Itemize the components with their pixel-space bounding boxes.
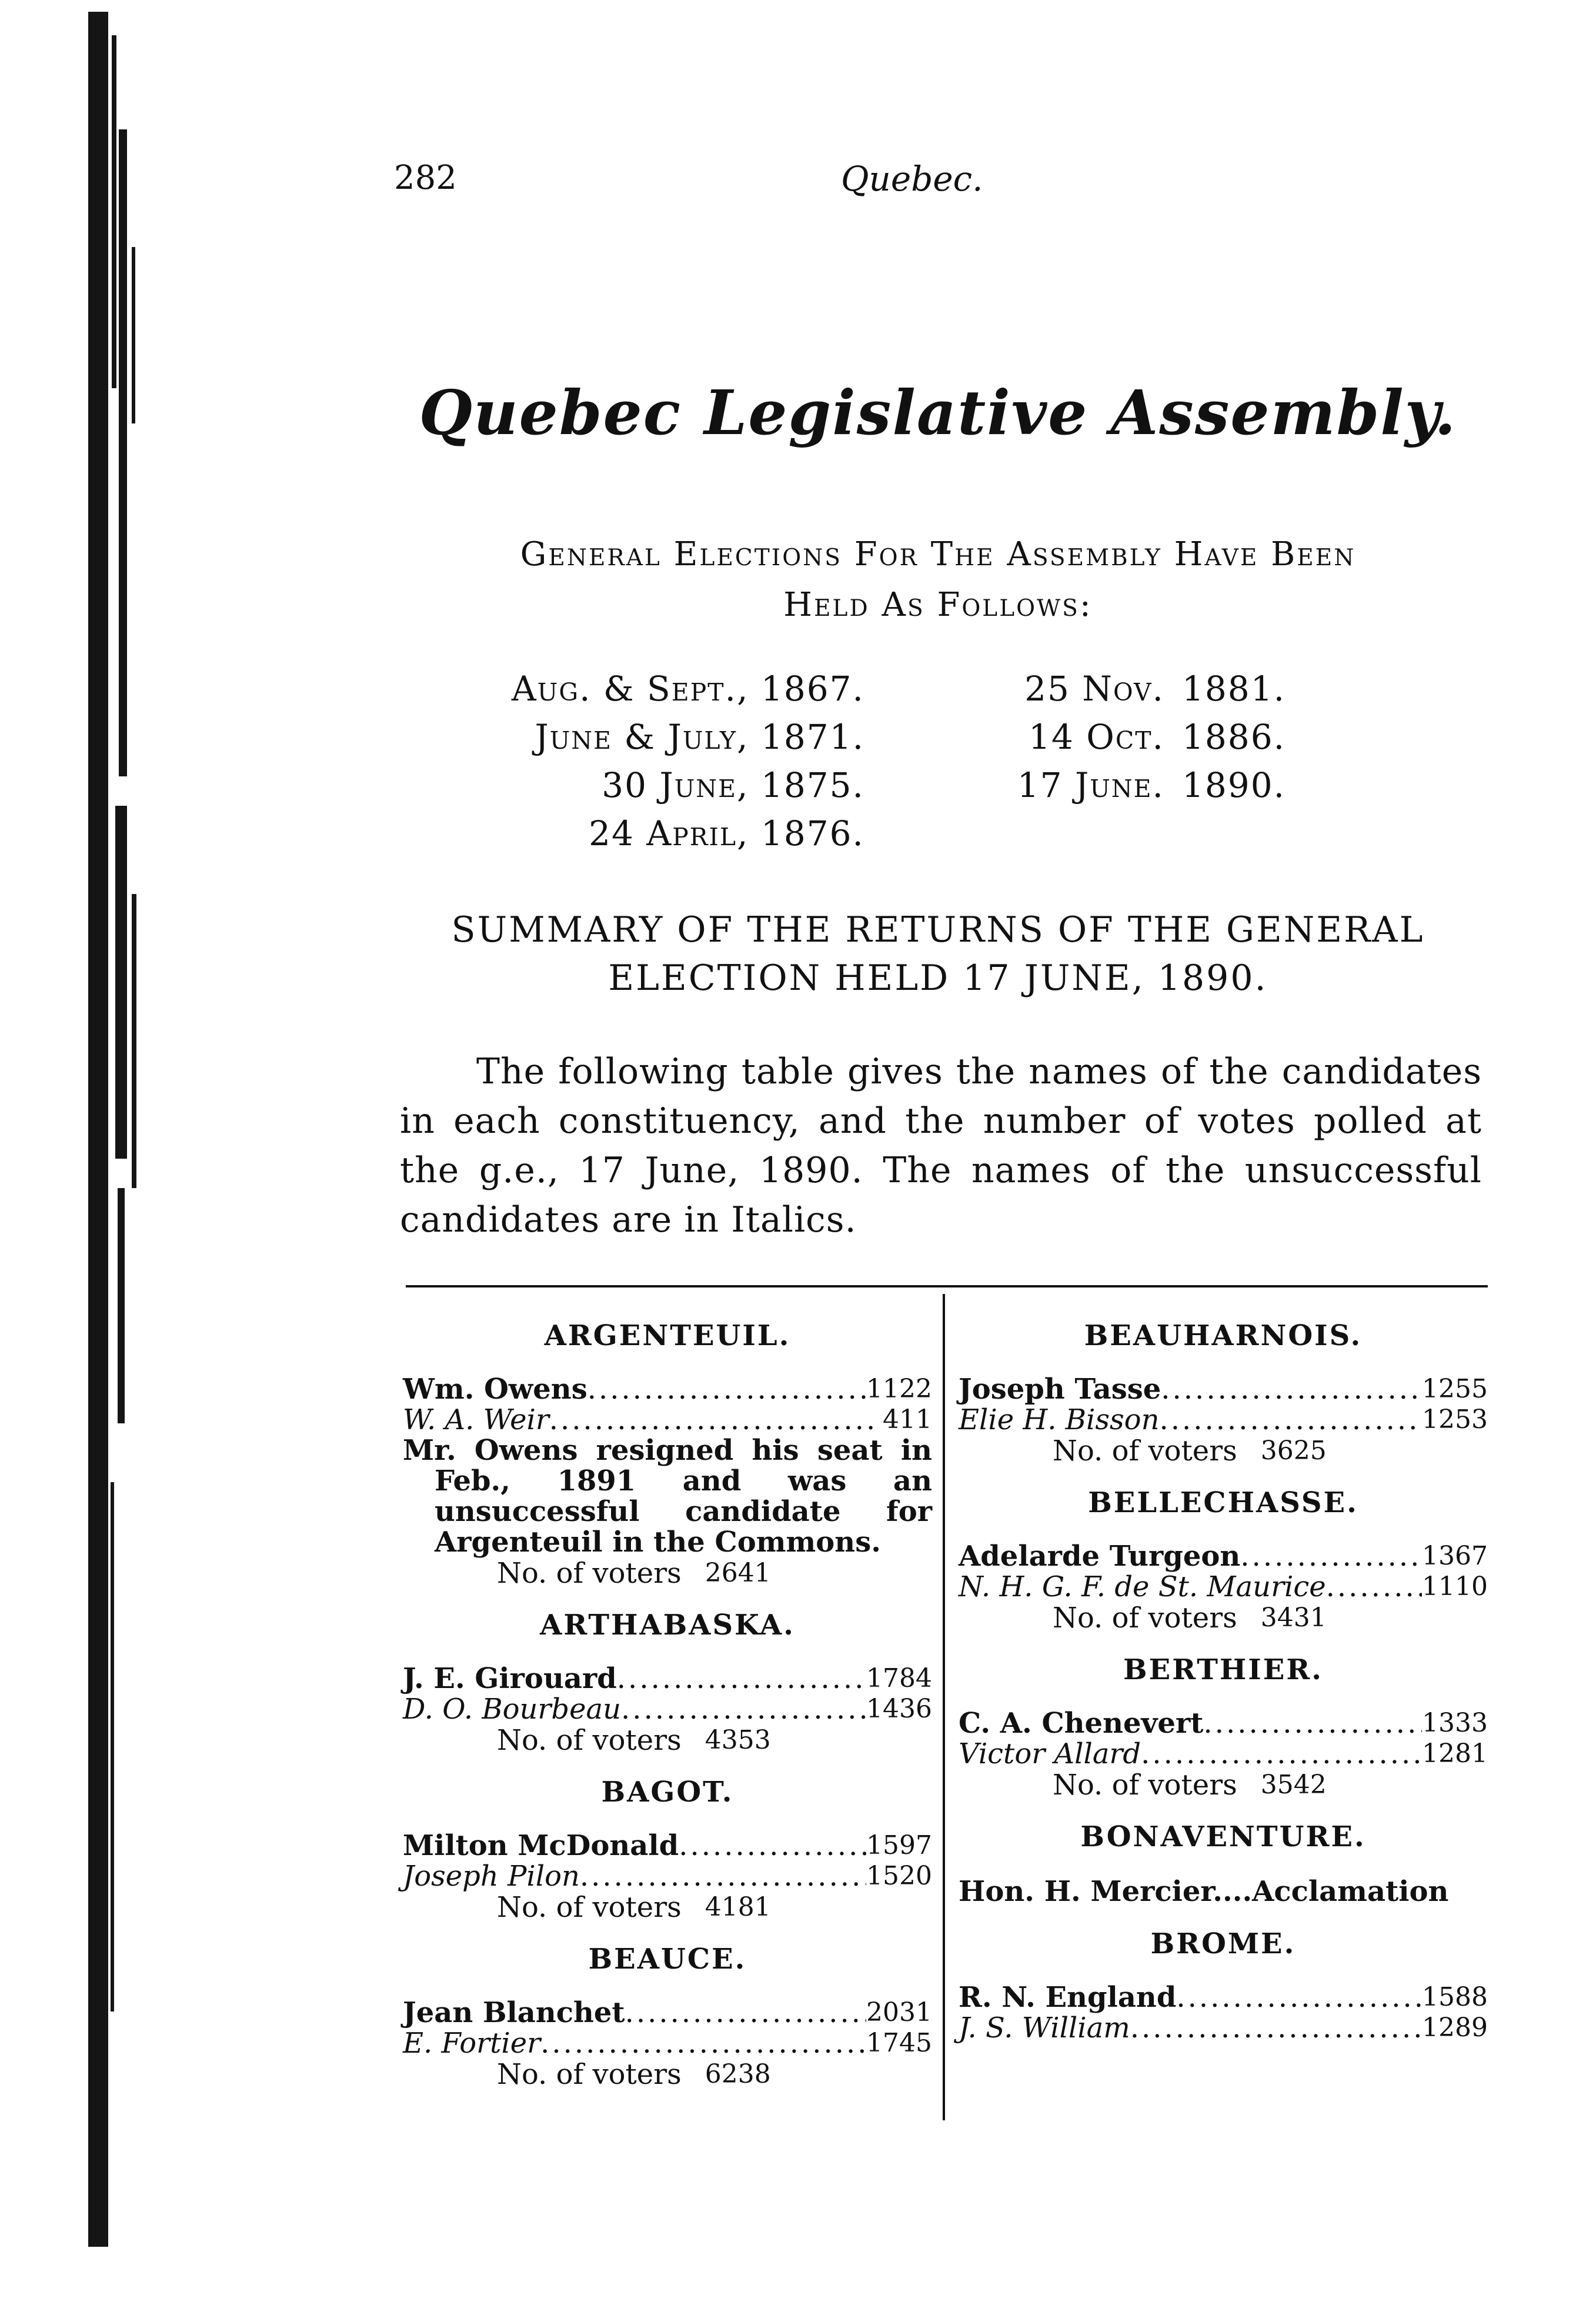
candidate-row-winner bbox=[403, 1830, 932, 1861]
leader-dots bbox=[549, 1405, 879, 1435]
election-day: 14 Oct. bbox=[1029, 717, 1164, 757]
leader-dots bbox=[1240, 1541, 1422, 1572]
voters-label: No. of voters bbox=[497, 1891, 682, 1924]
leader-dots bbox=[617, 1663, 866, 1694]
voters-number: 3625 bbox=[1260, 1436, 1327, 1466]
candidate-name: D. O. Bourbeau bbox=[403, 1693, 622, 1726]
results-column-left bbox=[403, 1317, 932, 2108]
candidate-name: Jean Blanchet bbox=[403, 1996, 625, 2029]
constituency-block bbox=[959, 1317, 1488, 1467]
table-top-rule bbox=[406, 1285, 1488, 1287]
candidate-name: N. H. G. F. de St. Maurice bbox=[959, 1570, 1326, 1603]
heading-line: General Elections For The Assembly Have Been bbox=[520, 535, 1356, 573]
intro-paragraph bbox=[400, 1047, 1482, 1245]
results-column-right bbox=[959, 1317, 1488, 2061]
voters-count bbox=[959, 1769, 1488, 1801]
constituency-name: ARGENTEUIL. bbox=[544, 1319, 791, 1352]
constituency-block bbox=[403, 1941, 932, 2090]
leader-dots bbox=[1159, 1405, 1422, 1435]
candidate-votes: 1253 bbox=[1422, 1405, 1488, 1435]
candidate-row-winner bbox=[403, 1663, 932, 1694]
summary-heading bbox=[394, 906, 1482, 1002]
voters-count bbox=[959, 1602, 1488, 1634]
candidate-row-winner bbox=[959, 1541, 1488, 1572]
constituency-block bbox=[403, 1607, 932, 1756]
voters-number: 4181 bbox=[704, 1892, 771, 1922]
voters-number: 3431 bbox=[1260, 1603, 1327, 1633]
constituency-block bbox=[959, 1652, 1488, 1801]
candidate-votes: 2031 bbox=[866, 1997, 932, 2027]
election-date bbox=[988, 761, 1317, 809]
constituency-name: BEAUHARNOIS. bbox=[1084, 1319, 1363, 1352]
election-date: Aug. & Sept., 1867. bbox=[511, 669, 864, 709]
candidate-row-loser bbox=[959, 1405, 1488, 1435]
note-text: Mr. Owens resigned his seat in Feb., 1891 and was an unsuccessful candidate for Argenteuil in the Commons. bbox=[403, 1434, 932, 1559]
constituency-block bbox=[959, 1485, 1488, 1634]
election-day: 17 June. bbox=[1017, 765, 1164, 805]
voters-label: No. of voters bbox=[1053, 1769, 1237, 1802]
constituency-block bbox=[959, 1819, 1488, 1908]
voters-count bbox=[403, 1724, 932, 1756]
heading-line: ELECTION HELD 17 JUNE, 1890. bbox=[608, 958, 1268, 999]
candidate-votes: 1333 bbox=[1422, 1708, 1488, 1738]
candidate-name: Joseph Pilon bbox=[403, 1860, 580, 1893]
leader-dots bbox=[1176, 1982, 1422, 2013]
election-date bbox=[988, 713, 1317, 761]
constituency-name: BROME. bbox=[1150, 1927, 1296, 1960]
scan-binding-strip bbox=[82, 12, 141, 2259]
voters-number: 3542 bbox=[1260, 1770, 1327, 1800]
candidate-name: Milton McDonald bbox=[403, 1829, 679, 1862]
voters-label: No. of voters bbox=[497, 2058, 682, 2091]
candidate-votes: 1520 bbox=[866, 1861, 932, 1891]
candidate-row-loser bbox=[959, 1739, 1488, 1769]
candidate-votes: 1367 bbox=[1422, 1541, 1488, 1571]
election-day: 25 Nov. bbox=[1024, 669, 1164, 709]
candidate-row-loser bbox=[403, 1405, 932, 1435]
candidate-row-winner bbox=[403, 1997, 932, 2028]
constituency-block bbox=[403, 1317, 932, 1589]
leader-dots bbox=[625, 1997, 866, 2028]
main-title: Quebec Legislative Assembly. bbox=[419, 376, 1457, 449]
election-dates-right bbox=[988, 665, 1317, 809]
election-date: June & July, 1871. bbox=[535, 717, 864, 757]
running-title: Quebec. bbox=[841, 159, 983, 199]
leader-dots bbox=[1130, 2013, 1422, 2043]
election-dates-left bbox=[459, 665, 864, 858]
election-year: 1881. bbox=[1182, 669, 1286, 709]
voters-number: 4353 bbox=[704, 1725, 771, 1755]
candidate-name: E. Fortier bbox=[403, 2027, 541, 2060]
leader-dots bbox=[1141, 1739, 1422, 1769]
leader-dots bbox=[679, 1830, 866, 1861]
election-date: 30 June, 1875. bbox=[602, 765, 864, 805]
candidate-name: C. A. Chenevert bbox=[959, 1707, 1204, 1740]
candidate-name: W. A. Weir bbox=[403, 1403, 549, 1436]
candidate-row-winner bbox=[959, 1708, 1488, 1739]
candidate-votes: 1745 bbox=[866, 2028, 932, 2058]
candidate-votes: 1784 bbox=[866, 1663, 932, 1693]
candidate-name: Joseph Tasse bbox=[959, 1373, 1161, 1406]
election-year: 1886. bbox=[1182, 717, 1286, 757]
candidate-row-winner bbox=[403, 1374, 932, 1405]
candidate-name: J. E. Girouard bbox=[403, 1662, 617, 1695]
candidate-row-loser bbox=[403, 1694, 932, 1724]
election-dates bbox=[459, 665, 1400, 865]
candidate-name: Elie H. Bisson bbox=[959, 1403, 1160, 1436]
heading-line: SUMMARY OF THE RETURNS OF THE GENERAL bbox=[451, 909, 1425, 950]
constituency-name: BONAVENTURE. bbox=[1080, 1820, 1366, 1853]
voters-label: No. of voters bbox=[497, 1557, 682, 1590]
voters-count bbox=[403, 1892, 932, 1923]
voters-count bbox=[403, 2059, 932, 2090]
paragraph-text: The following table gives the names of the candidates in each constituency, and the number of votes polled at the g.e., 17 June, 1890. The names of the unsuccessful candidates are in Italics. bbox=[400, 1051, 1482, 1240]
candidate-votes: 411 bbox=[883, 1405, 932, 1435]
constituency-name: BELLECHASSE. bbox=[1088, 1486, 1358, 1519]
general-elections-heading bbox=[394, 529, 1482, 631]
leader-dots bbox=[540, 2028, 866, 2059]
election-date: 24 April, 1876. bbox=[589, 813, 864, 853]
leader-dots bbox=[621, 1694, 866, 1724]
voters-label: No. of voters bbox=[1053, 1435, 1237, 1467]
candidate-row-loser bbox=[403, 2028, 932, 2059]
leader-dots bbox=[1203, 1708, 1422, 1739]
voters-count bbox=[403, 1557, 932, 1589]
candidate-votes: 1122 bbox=[866, 1374, 932, 1404]
constituency-name: BEAUCE. bbox=[588, 1943, 747, 1976]
column-divider bbox=[943, 1294, 945, 2120]
candidate-votes: 1597 bbox=[866, 1830, 932, 1860]
constituency-note bbox=[403, 1435, 932, 1557]
acclamation-line: Hon. H. Mercier....Acclamation bbox=[959, 1875, 1449, 1908]
leader-dots bbox=[580, 1861, 866, 1892]
candidate-votes: 1281 bbox=[1422, 1739, 1488, 1769]
candidate-name: Victor Allard bbox=[959, 1737, 1141, 1770]
constituency-name: ARTHABASKA. bbox=[540, 1609, 795, 1642]
candidate-name: Adelarde Turgeon bbox=[959, 1540, 1241, 1573]
voters-label: No. of voters bbox=[1053, 1602, 1237, 1634]
constituency-name: BERTHIER. bbox=[1123, 1653, 1323, 1686]
candidate-row-winner bbox=[959, 1374, 1488, 1405]
candidate-votes: 1289 bbox=[1422, 2013, 1488, 2043]
voters-number: 6238 bbox=[704, 2059, 771, 2089]
election-year: 1890. bbox=[1182, 765, 1286, 805]
leader-dots bbox=[1161, 1374, 1422, 1405]
leader-dots bbox=[1326, 1572, 1422, 1602]
running-head bbox=[394, 159, 1482, 212]
candidate-votes: 1110 bbox=[1422, 1572, 1488, 1602]
candidate-name: Wm. Owens bbox=[403, 1373, 587, 1406]
constituency-name: BAGOT. bbox=[601, 1776, 734, 1809]
candidate-votes: 1588 bbox=[1422, 1982, 1488, 2012]
candidate-row-loser bbox=[403, 1861, 932, 1892]
heading-line: Held As Follows: bbox=[783, 586, 1093, 624]
candidate-row-loser bbox=[959, 1572, 1488, 1602]
candidate-votes: 1436 bbox=[866, 1694, 932, 1724]
voters-number: 2641 bbox=[704, 1558, 771, 1588]
constituency-block bbox=[403, 1774, 932, 1923]
voters-count bbox=[959, 1435, 1488, 1467]
candidate-row-loser bbox=[959, 2013, 1488, 2043]
candidate-name: J. S. William bbox=[959, 2012, 1130, 2044]
candidate-votes: 1255 bbox=[1422, 1374, 1488, 1404]
leader-dots bbox=[587, 1374, 866, 1405]
page-number: 282 bbox=[394, 159, 457, 197]
voters-label: No. of voters bbox=[497, 1724, 682, 1757]
candidate-name: R. N. England bbox=[959, 1981, 1177, 2014]
candidate-row-winner bbox=[959, 1982, 1488, 2013]
election-date bbox=[988, 665, 1317, 713]
constituency-block bbox=[959, 1926, 1488, 2043]
